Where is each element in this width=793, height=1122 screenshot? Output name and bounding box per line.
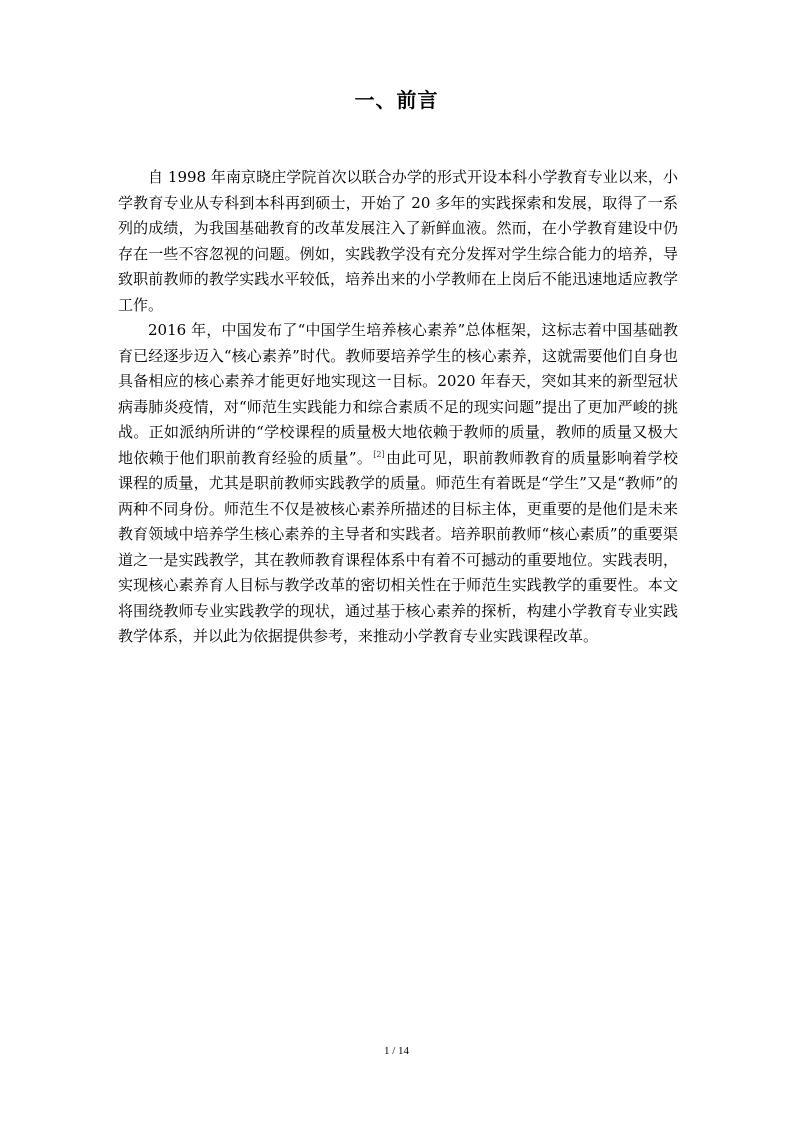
paragraph-2 [118,318,678,650]
section-heading: 一、前言 [354,88,439,112]
paragraph-1 [118,165,678,318]
citation-reference: [2] [373,449,385,459]
page-number: 1 / 14 [383,1045,410,1057]
paragraph-1-text: 自 1998 年南京晓庄学院首次以联合办学的形式开设本科小学教育专业以来，小学教育专业从专科到本科再到硕士，开始了 20 多年的实践探索和发展，取得了一系列的成绩，为我国基础教育的改革发展注入了新鲜血液。然而，在小学教育建设中仍存在一些不容忽视的问题。例如，实践教学没有充分发挥对学生综合能力的培养，导致职前教师的教学实践水平较低，培养出来的小学教师在上岗后不能迅速地适应教学工作。 [118,168,678,314]
body-text [118,165,678,650]
paragraph-2-text-before-citation: 2016 年，中国发布了“中国学生培养核心素养”总体框架，这标志着中国基础教育已经逐步迈入“核心素养”时代。教师要培养学生的核心素养，这就需要他们自身也具备相应的核心素养才能更好地实现这一目标。2020 年春天，突如其来的新型冠状病毒肺炎疫情，对“师范生实践能力和综合素质不足的现实问题”提出了更加严峻的挑战。正如派纳所讲的“学校课程的质量极大地依赖于教师的质量，教师的质量又极大地依赖于他们职前教育经验的质量”。 [118,321,678,467]
paragraph-2-text-after-citation: 由此可见，职前教师教育的质量影响着学校课程的质量，尤其是职前教师实践教学的质量。师范生有着既是“学生”又是“教师”的两种不同身份。师范生不仅是被核心素养所描述的目标主体，更重要的是他们是未来教育领域中培养学生核心素养的主导者和实践者。培养职前教师“核心素质”的重要渠道之一是实践教学，其在教师教育课程体系中有着不可撼动的重要地位。实践表明，实现核心素养育人目标与教学改革的密切相关性在于师范生实践教学的重要性。本文将围绕教师专业实践教学的现状，通过基于核心素养的探析，构建小学教育专业实践教学体系，并以此为依据提供参考，来推动小学教育专业实践课程改革。 [118,448,678,645]
